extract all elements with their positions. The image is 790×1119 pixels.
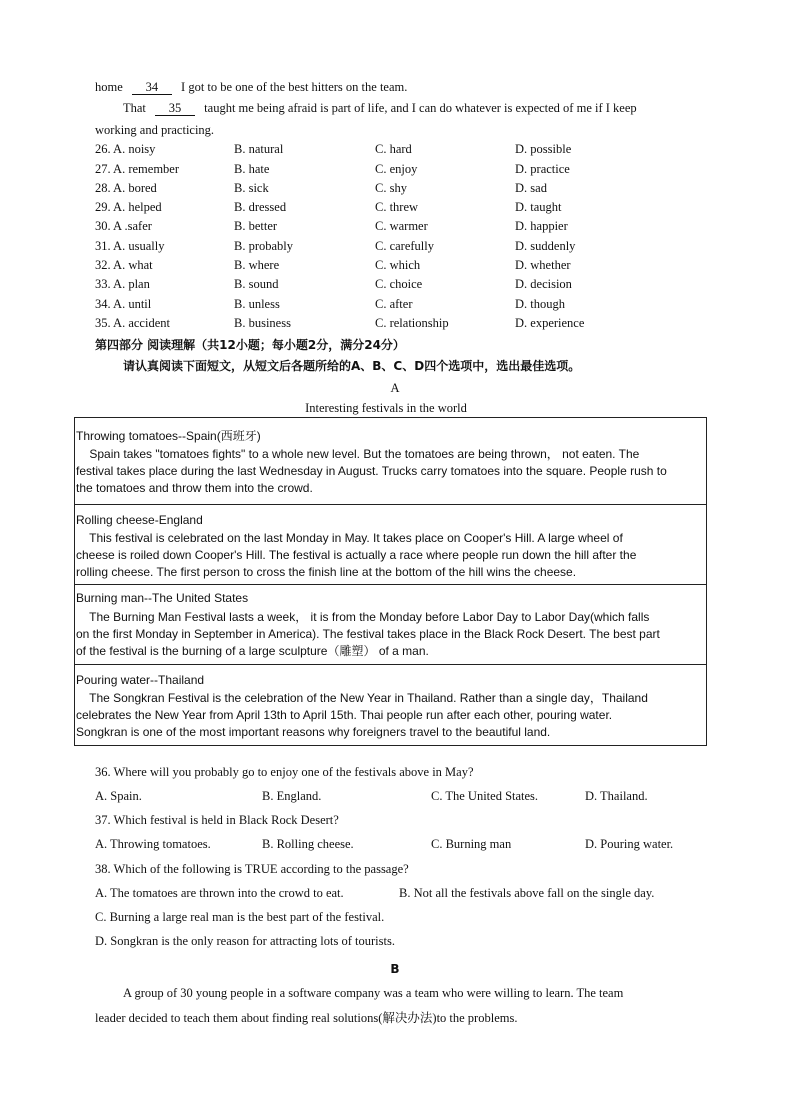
- option-a[interactable]: 28. A. bored: [95, 181, 157, 195]
- option-a[interactable]: 34. A. until: [95, 297, 152, 311]
- option-a[interactable]: 27. A. remember: [95, 162, 180, 176]
- festival-section-spain: [75, 418, 706, 504]
- option-d[interactable]: D. whether: [515, 258, 571, 272]
- option-row: [95, 162, 715, 180]
- answer-option[interactable]: A. Spain.: [95, 789, 142, 803]
- part4-heading: 第四部分 阅读理解（共12小题；每小题2分，满分24分）: [95, 338, 405, 352]
- passage-b-line-2: leader decided to teach them about finding real solutions(解决办法)to the problems.: [95, 1011, 518, 1025]
- option-d[interactable]: D. decision: [515, 277, 572, 291]
- option-d[interactable]: D. possible: [515, 142, 572, 156]
- blank-34[interactable]: 34: [132, 81, 172, 95]
- option-row: [95, 277, 715, 295]
- option-c[interactable]: C. carefully: [375, 239, 435, 253]
- option-d[interactable]: D. sad: [515, 181, 547, 195]
- option-c[interactable]: C. hard: [375, 142, 412, 156]
- blank-35[interactable]: 35: [155, 102, 195, 116]
- option-b[interactable]: B. sound: [234, 277, 279, 291]
- answer-option[interactable]: A. Throwing tomatoes.: [95, 837, 211, 851]
- option-d[interactable]: D. taught: [515, 200, 562, 214]
- option-c[interactable]: C. enjoy: [375, 162, 418, 176]
- option-b[interactable]: B. unless: [234, 297, 280, 311]
- question-options-36: [95, 789, 715, 807]
- answer-option[interactable]: C. Burning man: [431, 837, 512, 851]
- question-options-37: [95, 837, 715, 855]
- option-a[interactable]: 32. A. what: [95, 258, 153, 272]
- option-c[interactable]: C. threw: [375, 200, 419, 214]
- answer-option[interactable]: C. Burning a large real man is the best part of the festival.: [95, 910, 385, 924]
- option-b[interactable]: B. dressed: [234, 200, 287, 214]
- option-d[interactable]: D. suddenly: [515, 239, 576, 253]
- cloze-line-1: home 34 I got to be one of the best hitters on the team.: [95, 80, 408, 94]
- section-body: Spain takes "tomatoes fights" to a whole new level. But the tomatoes are being thrown， not eaten. The festival takes place during the last Wednesday in August. Trucks carry tomatoes into the square. People rush to the tomatoes and throw them into the crowd.: [76, 447, 667, 495]
- answer-option[interactable]: A. The tomatoes are thrown into the crowd to eat.: [95, 886, 344, 900]
- option-a[interactable]: 26. A. noisy: [95, 142, 156, 156]
- section-body: The Burning Man Festival lasts a week， it is from the Monday before Labor Day to Labor Day(which falls on the first Monday in September in America). The festival takes place in the Black Rock Desert. The best part of the festival is the burning of a large sculpture（雕塑） of a man.: [76, 610, 660, 658]
- part4-instruction: 请认真阅读下面短文，从短文后各题所给的A、B、C、D四个选项中，选出最佳选项。: [123, 359, 581, 373]
- option-c[interactable]: C. which: [375, 258, 421, 272]
- passage-letter-a: A: [390, 381, 400, 395]
- option-c[interactable]: C. relationship: [375, 316, 449, 330]
- festival-section-thailand: [75, 664, 706, 746]
- section-body: This festival is celebrated on the last Monday in May. It takes place on Cooper's Hill. A large wheel of cheese is roiled down Cooper's Hill. The festival is actually a race where people run down the hill after the rolling cheese. The first person to cross the finish line at the bottom of the hill wins the cheese.: [76, 531, 637, 579]
- option-row: [95, 239, 715, 257]
- answer-option[interactable]: B. Not all the festivals above fall on the single day.: [399, 886, 655, 900]
- answer-option[interactable]: B. England.: [262, 789, 322, 803]
- option-b[interactable]: B. where: [234, 258, 280, 272]
- question-stem-38: 38. Which of the following is TRUE according to the passage?: [95, 862, 409, 876]
- option-d[interactable]: D. happier: [515, 219, 568, 233]
- option-c[interactable]: C. after: [375, 297, 413, 311]
- option-b[interactable]: B. probably: [234, 239, 294, 253]
- option-d[interactable]: D. though: [515, 297, 565, 311]
- answer-option[interactable]: D. Pouring water.: [585, 837, 674, 851]
- option-c[interactable]: C. warmer: [375, 219, 428, 233]
- festival-table: [74, 417, 707, 746]
- option-d[interactable]: D. practice: [515, 162, 570, 176]
- answer-option[interactable]: D. Thailand.: [585, 789, 648, 803]
- question-options-38: [95, 886, 715, 904]
- question-stem-37: 37. Which festival is held in Black Rock Desert?: [95, 813, 339, 827]
- option-row: [95, 181, 715, 199]
- answer-option[interactable]: C. The United States.: [431, 789, 539, 803]
- option-a[interactable]: 31. A. usually: [95, 239, 165, 253]
- option-a[interactable]: 33. A. plan: [95, 277, 150, 291]
- passage-a-title: Interesting festivals in the world: [305, 401, 467, 415]
- answer-option[interactable]: D. Songkran is the only reason for attracting lots of tourists.: [95, 934, 395, 948]
- section-title: Rolling cheese-England: [76, 513, 203, 527]
- option-a[interactable]: 35. A. accident: [95, 316, 170, 330]
- option-b[interactable]: B. better: [234, 219, 278, 233]
- option-a[interactable]: 30. A .safer: [95, 219, 152, 233]
- option-a[interactable]: 29. A. helped: [95, 200, 162, 214]
- passage-b-line-1: A group of 30 young people in a software company was a team who were willing to learn. The team: [123, 986, 624, 1000]
- option-row: [95, 297, 715, 315]
- passage-letter-b: B: [390, 962, 400, 976]
- cloze-line-2: That 35 taught me being afraid is part of life, and I can do whatever is expected of me if I keep: [123, 101, 637, 115]
- option-b[interactable]: B. sick: [234, 181, 269, 195]
- question-stem-36: 36. Where will you probably go to enjoy one of the festivals above in May?: [95, 765, 474, 779]
- option-row: [95, 258, 715, 276]
- cloze-line-3: working and practicing.: [95, 123, 215, 137]
- option-b[interactable]: B. natural: [234, 142, 284, 156]
- section-title: Throwing tomatoes--Spain(西班牙): [76, 429, 261, 443]
- section-title: Pouring water--Thailand: [76, 673, 205, 687]
- option-b[interactable]: B. hate: [234, 162, 270, 176]
- section-body: The Songkran Festival is the celebration of the New Year in Thailand. Rather than a single day，Thailand celebrates the New Year from April 13th to April 15th. Thai people run after each other, pouring water. Songkran is one of the most important reasons why foreigners travel to the beautiful land.: [76, 691, 648, 739]
- option-row: [95, 142, 715, 160]
- option-b[interactable]: B. business: [234, 316, 291, 330]
- option-row: [95, 200, 715, 218]
- answer-option[interactable]: B. Rolling cheese.: [262, 837, 354, 851]
- option-c[interactable]: C. shy: [375, 181, 407, 195]
- festival-section-england: [75, 504, 706, 584]
- option-row: [95, 316, 715, 334]
- option-c[interactable]: C. choice: [375, 277, 423, 291]
- section-title: Burning man--The United States: [76, 591, 249, 605]
- festival-section-usa: [75, 584, 706, 664]
- option-row: [95, 219, 715, 237]
- option-d[interactable]: D. experience: [515, 316, 585, 330]
